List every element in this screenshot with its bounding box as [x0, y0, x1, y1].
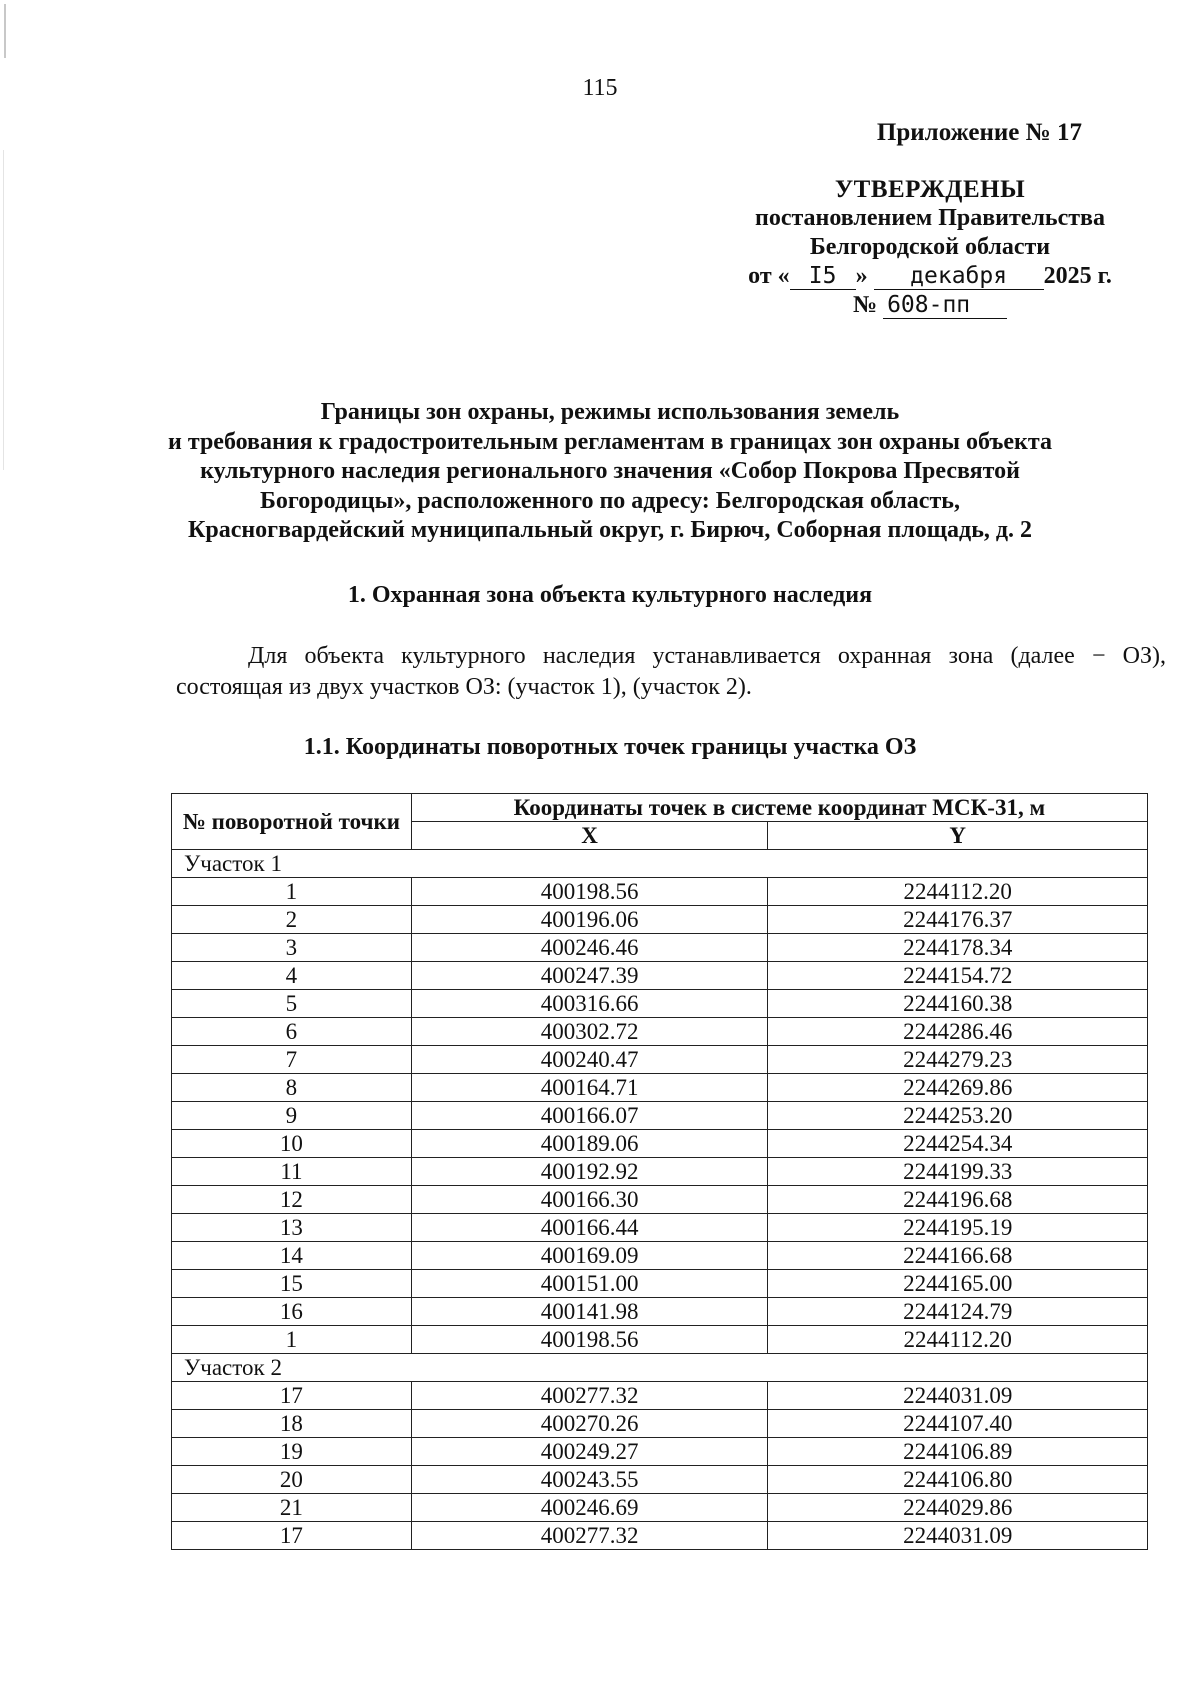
table-row	[172, 878, 1148, 906]
table-row	[172, 1214, 1148, 1242]
cell-point: 5	[172, 990, 412, 1018]
table-row	[172, 1494, 1148, 1522]
cell-point: 18	[172, 1410, 412, 1438]
cell-point: 4	[172, 962, 412, 990]
page-number: 115	[582, 75, 618, 101]
cell-y: 2244029.86	[768, 1494, 1148, 1522]
cell-y: 2244166.68	[768, 1242, 1148, 1270]
cell-y: 2244160.38	[768, 990, 1148, 1018]
title-line: Границы зон охраны, режимы использования земель	[320, 399, 900, 425]
cell-y: 2244112.20	[768, 878, 1148, 906]
cell-x: 400249.27	[411, 1438, 768, 1466]
cell-x: 400198.56	[411, 878, 768, 906]
title-line: и требования к градостроительным регламентам в границах зон охраны объекта	[168, 428, 1052, 455]
table-row	[172, 1102, 1148, 1130]
cell-point: 6	[172, 1018, 412, 1046]
cell-y: 2244199.33	[768, 1158, 1148, 1186]
cell-x: 400166.30	[411, 1186, 768, 1214]
section-label: Участок 2	[172, 1354, 1148, 1382]
scan-edge-artifact	[4, 4, 6, 58]
cell-x: 400277.32	[411, 1522, 768, 1550]
cell-y: 2244154.72	[768, 962, 1148, 990]
cell-point: 12	[172, 1186, 412, 1214]
cell-x: 400192.92	[411, 1158, 768, 1186]
approval-date	[720, 262, 1140, 291]
table-row	[172, 1186, 1148, 1214]
cell-point: 8	[172, 1074, 412, 1102]
cell-x: 400198.56	[411, 1326, 768, 1354]
cell-x: 400189.06	[411, 1130, 768, 1158]
document-number-field: 608-пп	[883, 292, 1007, 319]
cell-point: 13	[172, 1214, 412, 1242]
scan-edge-artifact	[3, 150, 4, 470]
cell-x: 400141.98	[411, 1298, 768, 1326]
cell-point: 1	[172, 1326, 412, 1354]
table-row	[172, 1270, 1148, 1298]
header-x: X	[411, 822, 768, 850]
table-row	[172, 1466, 1148, 1494]
cell-y: 2244106.89	[768, 1438, 1148, 1466]
cell-point: 16	[172, 1298, 412, 1326]
section-label: Участок 1	[172, 850, 1148, 878]
cell-point: 17	[172, 1522, 412, 1550]
table-row	[172, 1298, 1148, 1326]
cell-y: 2244269.86	[768, 1074, 1148, 1102]
date-year: 2025 г.	[1043, 263, 1112, 289]
number-prefix: №	[852, 292, 878, 318]
table-row	[172, 934, 1148, 962]
cell-y: 2244195.19	[768, 1214, 1148, 1242]
cell-x: 400316.66	[411, 990, 768, 1018]
date-mid: »	[855, 263, 868, 289]
table-section-row	[172, 1354, 1148, 1382]
table-row	[172, 1046, 1148, 1074]
cell-point: 17	[172, 1382, 412, 1410]
cell-y: 2244124.79	[768, 1298, 1148, 1326]
cell-x: 400166.07	[411, 1102, 768, 1130]
intro-paragraph: Для объекта культурного наследия устанавливается охранная зона (далее − ОЗ), состоящая из двух участков ОЗ: (участок 1), (участок 2).	[176, 643, 1166, 700]
table-row	[172, 1522, 1148, 1550]
cell-y: 2244106.80	[768, 1466, 1148, 1494]
cell-point: 3	[172, 934, 412, 962]
date-prefix: от «	[748, 263, 790, 289]
table-row	[172, 906, 1148, 934]
date-day-field: I5	[790, 263, 856, 290]
table-row	[172, 1158, 1148, 1186]
cell-x: 400243.55	[411, 1466, 768, 1494]
subsection-heading: 1.1. Координаты поворотных точек границы участка ОЗ	[303, 734, 917, 760]
cell-y: 2244031.09	[768, 1522, 1148, 1550]
cell-point: 20	[172, 1466, 412, 1494]
header-coords-group: Координаты точек в системе координат МСК-31, м	[411, 794, 1147, 822]
title-line: Богородицы», расположенного по адресу: Белгородская область,	[260, 487, 960, 514]
date-month-field: декабря	[874, 263, 1044, 290]
table-row	[172, 1130, 1148, 1158]
cell-point: 10	[172, 1130, 412, 1158]
cell-x: 400169.09	[411, 1242, 768, 1270]
cell-point: 7	[172, 1046, 412, 1074]
title-line: Красногвардейский муниципальный округ, г. Бирюч, Соборная площадь, д. 2	[187, 517, 1033, 543]
table-row	[172, 1242, 1148, 1270]
cell-point: 15	[172, 1270, 412, 1298]
table-row	[172, 1438, 1148, 1466]
cell-x: 400166.44	[411, 1214, 768, 1242]
cell-point: 21	[172, 1494, 412, 1522]
cell-y: 2244112.20	[768, 1326, 1148, 1354]
table-row	[172, 1074, 1148, 1102]
table-row	[172, 1326, 1148, 1354]
cell-point: 14	[172, 1242, 412, 1270]
cell-x: 400164.71	[411, 1074, 768, 1102]
cell-y: 2244176.37	[768, 906, 1148, 934]
cell-x: 400246.46	[411, 934, 768, 962]
table-header-row	[172, 794, 1148, 822]
cell-x: 400247.39	[411, 962, 768, 990]
approval-authority-line1: постановлением Правительства	[754, 205, 1105, 231]
cell-x: 400302.72	[411, 1018, 768, 1046]
document-title	[150, 398, 1070, 546]
cell-y: 2244107.40	[768, 1410, 1148, 1438]
coordinates-table	[171, 793, 1148, 1550]
cell-x: 400151.00	[411, 1270, 768, 1298]
cell-point: 19	[172, 1438, 412, 1466]
header-point-number	[172, 794, 412, 850]
approved-heading: УТВЕРЖДЕНЫ	[834, 176, 1026, 203]
table-row	[172, 990, 1148, 1018]
cell-y: 2244254.34	[768, 1130, 1148, 1158]
cell-x: 400277.32	[411, 1382, 768, 1410]
cell-point: 1	[172, 878, 412, 906]
cell-y: 2244178.34	[768, 934, 1148, 962]
title-line: культурного наследия регионального значения «Собор Покрова Пресвятой	[200, 458, 1020, 484]
cell-x: 400196.06	[411, 906, 768, 934]
approval-block	[720, 118, 1140, 320]
approval-authority-line2: Белгородской области	[809, 234, 1051, 260]
table-row	[172, 1410, 1148, 1438]
cell-y: 2244165.00	[768, 1270, 1148, 1298]
cell-y: 2244031.09	[768, 1382, 1148, 1410]
cell-y: 2244279.23	[768, 1046, 1148, 1074]
table-row	[172, 1018, 1148, 1046]
cell-x: 400270.26	[411, 1410, 768, 1438]
cell-y: 2244286.46	[768, 1018, 1148, 1046]
header-y: Y	[768, 822, 1148, 850]
header-point-label: № поворотной точки	[182, 808, 401, 834]
cell-point: 2	[172, 906, 412, 934]
cell-x: 400246.69	[411, 1494, 768, 1522]
section-heading: 1. Охранная зона объекта культурного наследия	[347, 582, 873, 608]
cell-y: 2244253.20	[768, 1102, 1148, 1130]
cell-point: 11	[172, 1158, 412, 1186]
table-section-row	[172, 850, 1148, 878]
approval-number	[720, 291, 1140, 320]
cell-y: 2244196.68	[768, 1186, 1148, 1214]
appendix-label: Приложение № 17	[876, 119, 1082, 146]
cell-x: 400240.47	[411, 1046, 768, 1074]
table-row	[172, 1382, 1148, 1410]
cell-point: 9	[172, 1102, 412, 1130]
table-row	[172, 962, 1148, 990]
